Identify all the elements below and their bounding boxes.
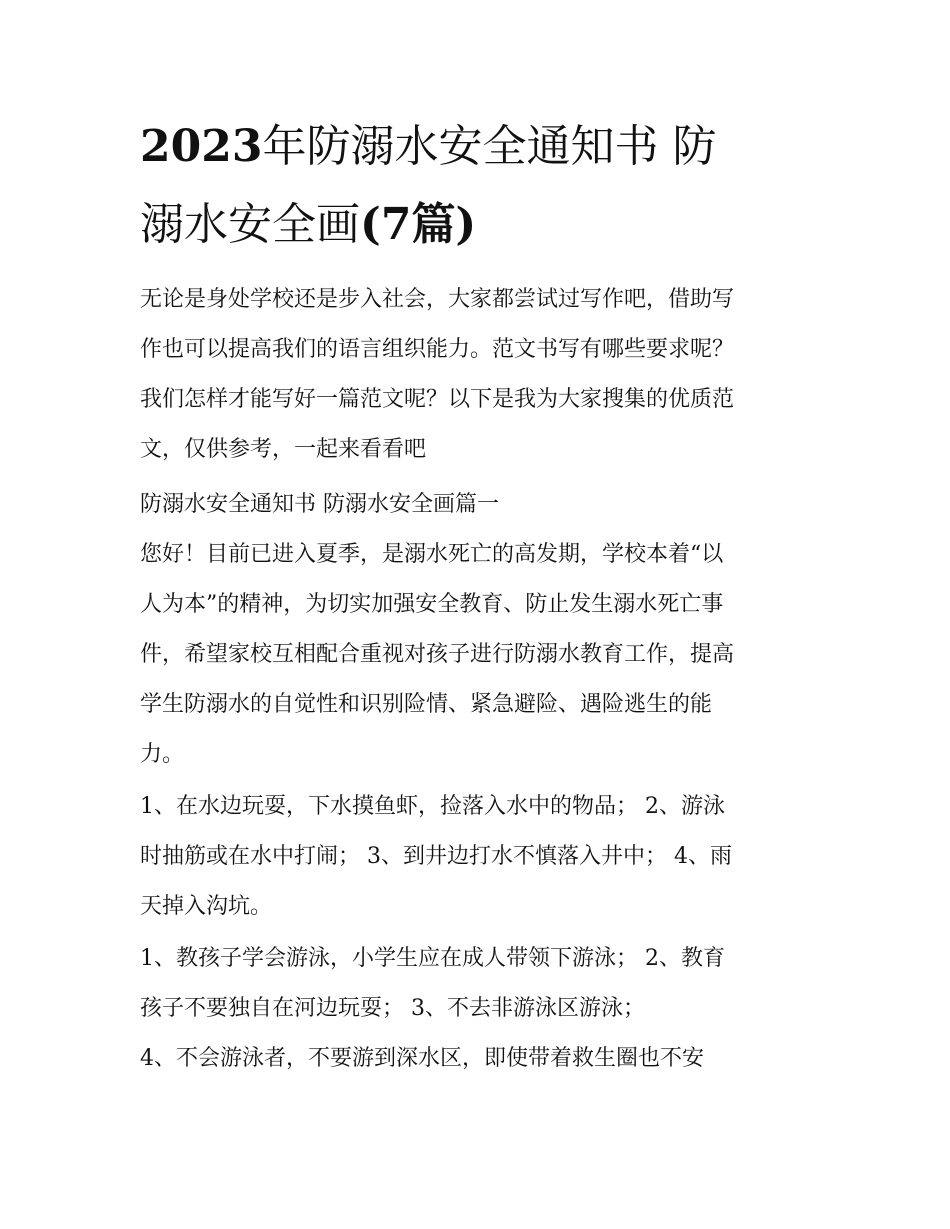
intro-line: 我们怎样才能写好一篇范文呢？以下是我为大家搜集的优质范	[140, 387, 735, 412]
title-line-1-rest: 年防溺水安全通知书 防	[262, 121, 717, 172]
title-line-2	[140, 186, 820, 264]
section-heading-text: 防溺水安全通知书 防溺水安全画篇一	[140, 492, 499, 517]
paragraph-line: 孩子不要独自在河边玩耍； 3、不去非游泳区游泳；	[140, 996, 645, 1021]
title-line-2-text: 溺水安全画	[140, 199, 360, 250]
paragraph-line: 1、在水边玩耍，下水摸鱼虾，捡落入水中的物品； 2、游泳	[140, 794, 725, 819]
paragraph-line: 学生防溺水的自觉性和识别险情、紧急避险、遇险逃生的能	[140, 692, 713, 717]
intro-line: 文，仅供参考，一起来看看吧	[140, 437, 427, 462]
paragraph-line: 4、不会游泳者，不要游到深水区，即使带着救生圈也不安	[140, 1046, 704, 1071]
paragraph-line: 时抽筋或在水中打闹； 3、到井边打水不慎落入井中； 4、雨	[140, 844, 732, 869]
title-line-2-count: (7	[360, 199, 412, 250]
title-line-1	[140, 108, 820, 186]
paragraph-line: 您好！目前已进入夏季，是溺水死亡的高发期，学校本着“以	[140, 542, 724, 567]
intro-paragraph	[140, 275, 820, 475]
paragraph-2	[140, 782, 820, 932]
paragraph-line: 力。	[140, 742, 185, 767]
intro-line: 作也可以提高我们的语言组织能力。范文书写有哪些要求呢？	[140, 337, 735, 362]
paragraph-line: 1、教孩子学会游泳，小学生应在成人带领下游泳； 2、教育	[140, 946, 725, 971]
paragraph-line: 人为本”的精神，为切实加强安全教育、防止发生溺水死亡事	[140, 592, 724, 617]
intro-line: 无论是身处学校还是步入社会，大家都尝试过写作吧，借助写	[140, 287, 735, 312]
paragraph-3	[140, 934, 820, 1034]
paragraph-1	[140, 530, 820, 780]
paragraph-line: 件，希望家校互相配合重视对孩子进行防溺水教育工作，提高	[140, 642, 735, 667]
paragraph-4	[140, 1034, 820, 1084]
section-heading	[140, 480, 820, 530]
paragraph-line: 天掉入沟坑。	[140, 894, 273, 919]
document-title	[140, 108, 820, 264]
title-year: 2023	[140, 121, 263, 172]
title-line-2-end: 篇)	[411, 199, 477, 250]
